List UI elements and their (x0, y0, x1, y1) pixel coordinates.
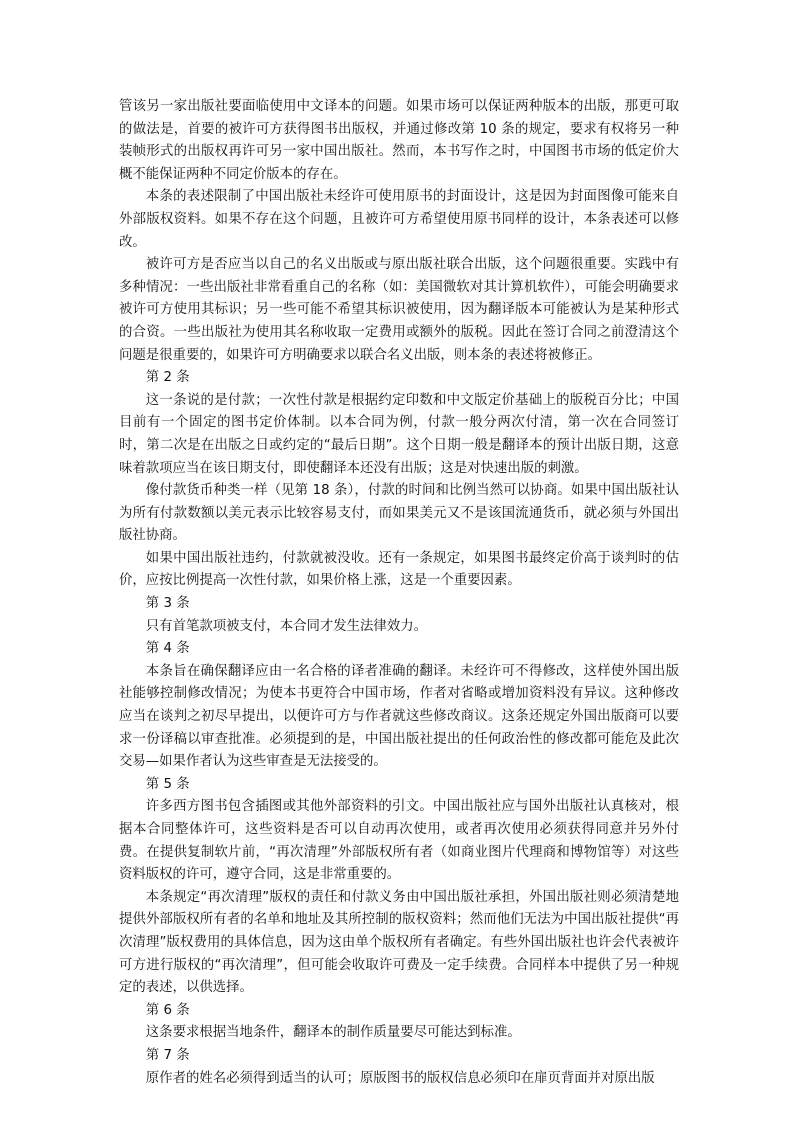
paragraph-10: 本条规定“再次清理”版权的责任和付款义务由中国出版社承担，外国出版社则必须清楚地提供外部版权所有者的名单和地址及其所控制的版权资料；然而他们无法为中国出版社提供“再次清理”版权费用的具体信息，因为这由单个版权所有者确定。有些外国出版社也许会代表被许可方进行版权的“再次清理”，但可能会收取许可费及一定手续费。合同样本中提供了另一种规定的表述，以供选择。 (119, 889, 679, 996)
paragraph-5: 像付款货币种类一样（见第 18 条），付款的时间和比例当然可以协商。如果中国出版社认为所有付款数额以美元表示比较容易支付，而如果美元又不是该国流通货币，就必须与外国出版社协商。 (119, 483, 679, 544)
paragraph-12: 原作者的姓名必须得到适当的认可；原版图书的版权信息必须印在扉页背面并对原出版 (145, 1070, 655, 1086)
paragraph-2: 本条的表述限制了中国出版社未经许可使用原书的封面设计，这是因为封面图像可能来自外部版权资料。如果不存在这个问题，且被许可方希望使用原书同样的设计，本条表述可以修改。 (119, 189, 679, 250)
paragraph-11: 这条要求根据当地条件，翻译本的制作质量要尽可能达到标准。 (145, 1025, 521, 1041)
paragraph-6: 如果中国出版社违约，付款就被没收。还有一条规定，如果图书最终定价高于谈判时的估价，应按比例提高一次性付款，如果价格上涨，这是一个重要因素。 (119, 550, 679, 589)
section-heading-2: 第 2 条 (145, 370, 190, 386)
section-heading-4: 第 4 条 (145, 641, 190, 657)
paragraph-1: 管该另一家出版社要面临使用中文译本的问题。如果市场可以保证两种版本的出版，那更可取的做法是，首要的被许可方获得图书出版权，并通过修改第 10 条的规定，要求有权将另一种装帧形式的出版权再许可另一家中国出版社。然而，本书写作之时，中国图书市场的低定价大概不能保证两种不同定价版本的存在。 (119, 99, 679, 182)
section-heading-6: 第 6 条 (145, 1002, 190, 1018)
section-heading-7: 第 7 条 (145, 1047, 190, 1063)
paragraph-4: 这一条说的是付款；一次性付款是根据约定印数和中文版定价基础上的版税百分比；中国目前有一个固定的图书定价体制。以本合同为例，付款一般分两次付清，第一次在合同签订时，第二次是在出版之日或约定的“最后日期”。这个日期一般是翻译本的预计出版日期，这意味着款项应当在该日期支付，即使翻译本还没有出版；这是对快速出版的刺激。 (119, 392, 679, 476)
paragraph-9: 许多西方图书包含插图或其他外部资料的引文。中国出版社应与国外出版社认真核对，根据本合同整体许可，这些资料是否可以自动再次使用，或者再次使用必须获得同意并另外付费。在提供复制软片前，“再次清理”外部版权所有者（如商业图片代理商和博物馆等）对这些资料版权的许可，遵守合同，这是非常重要的。 (119, 799, 679, 883)
section-heading-5: 第 5 条 (145, 776, 190, 792)
paragraph-3: 被许可方是否应当以自己的名义出版或与原出版社联合出版，这个问题很重要。实践中有多种情况：一些出版社非常看重自己的名称（如：美国微软对其计算机软件），可能会明确要求被许可方使用其标识；另一些可能不希望其标识被使用，因为翻译版本可能被认为是某种形式的合资。一些出版社为使用其名称收取一定费用或额外的版税。因此在签订合同之前澄清这个问题是很重要的，如果许可方明确要求以联合名义出版，则本条的表述将被修正。 (119, 257, 679, 363)
paragraph-7: 只有首笔款项被支付，本合同才发生法律效力。 (145, 618, 427, 634)
document-page (119, 96, 679, 1090)
section-heading-3: 第 3 条 (145, 596, 190, 612)
paragraph-8: 本条旨在确保翻译应由一名合格的译者准确的翻译。未经许可不得修改，这样使外国出版社能够控制修改情况；为使本书更符合中国市场，作者对省略或增加资料没有异议。这种修改应当在谈判之初尽早提出，以便许可方与作者就这些修改商议。这条还规定外国出版商可以要求一份译稿以审查批准。必须提到的是，中国出版社提出的任何政治性的修改都可能危及此次交易—如果作者认为这些审查是无法接受的。 (119, 663, 679, 770)
